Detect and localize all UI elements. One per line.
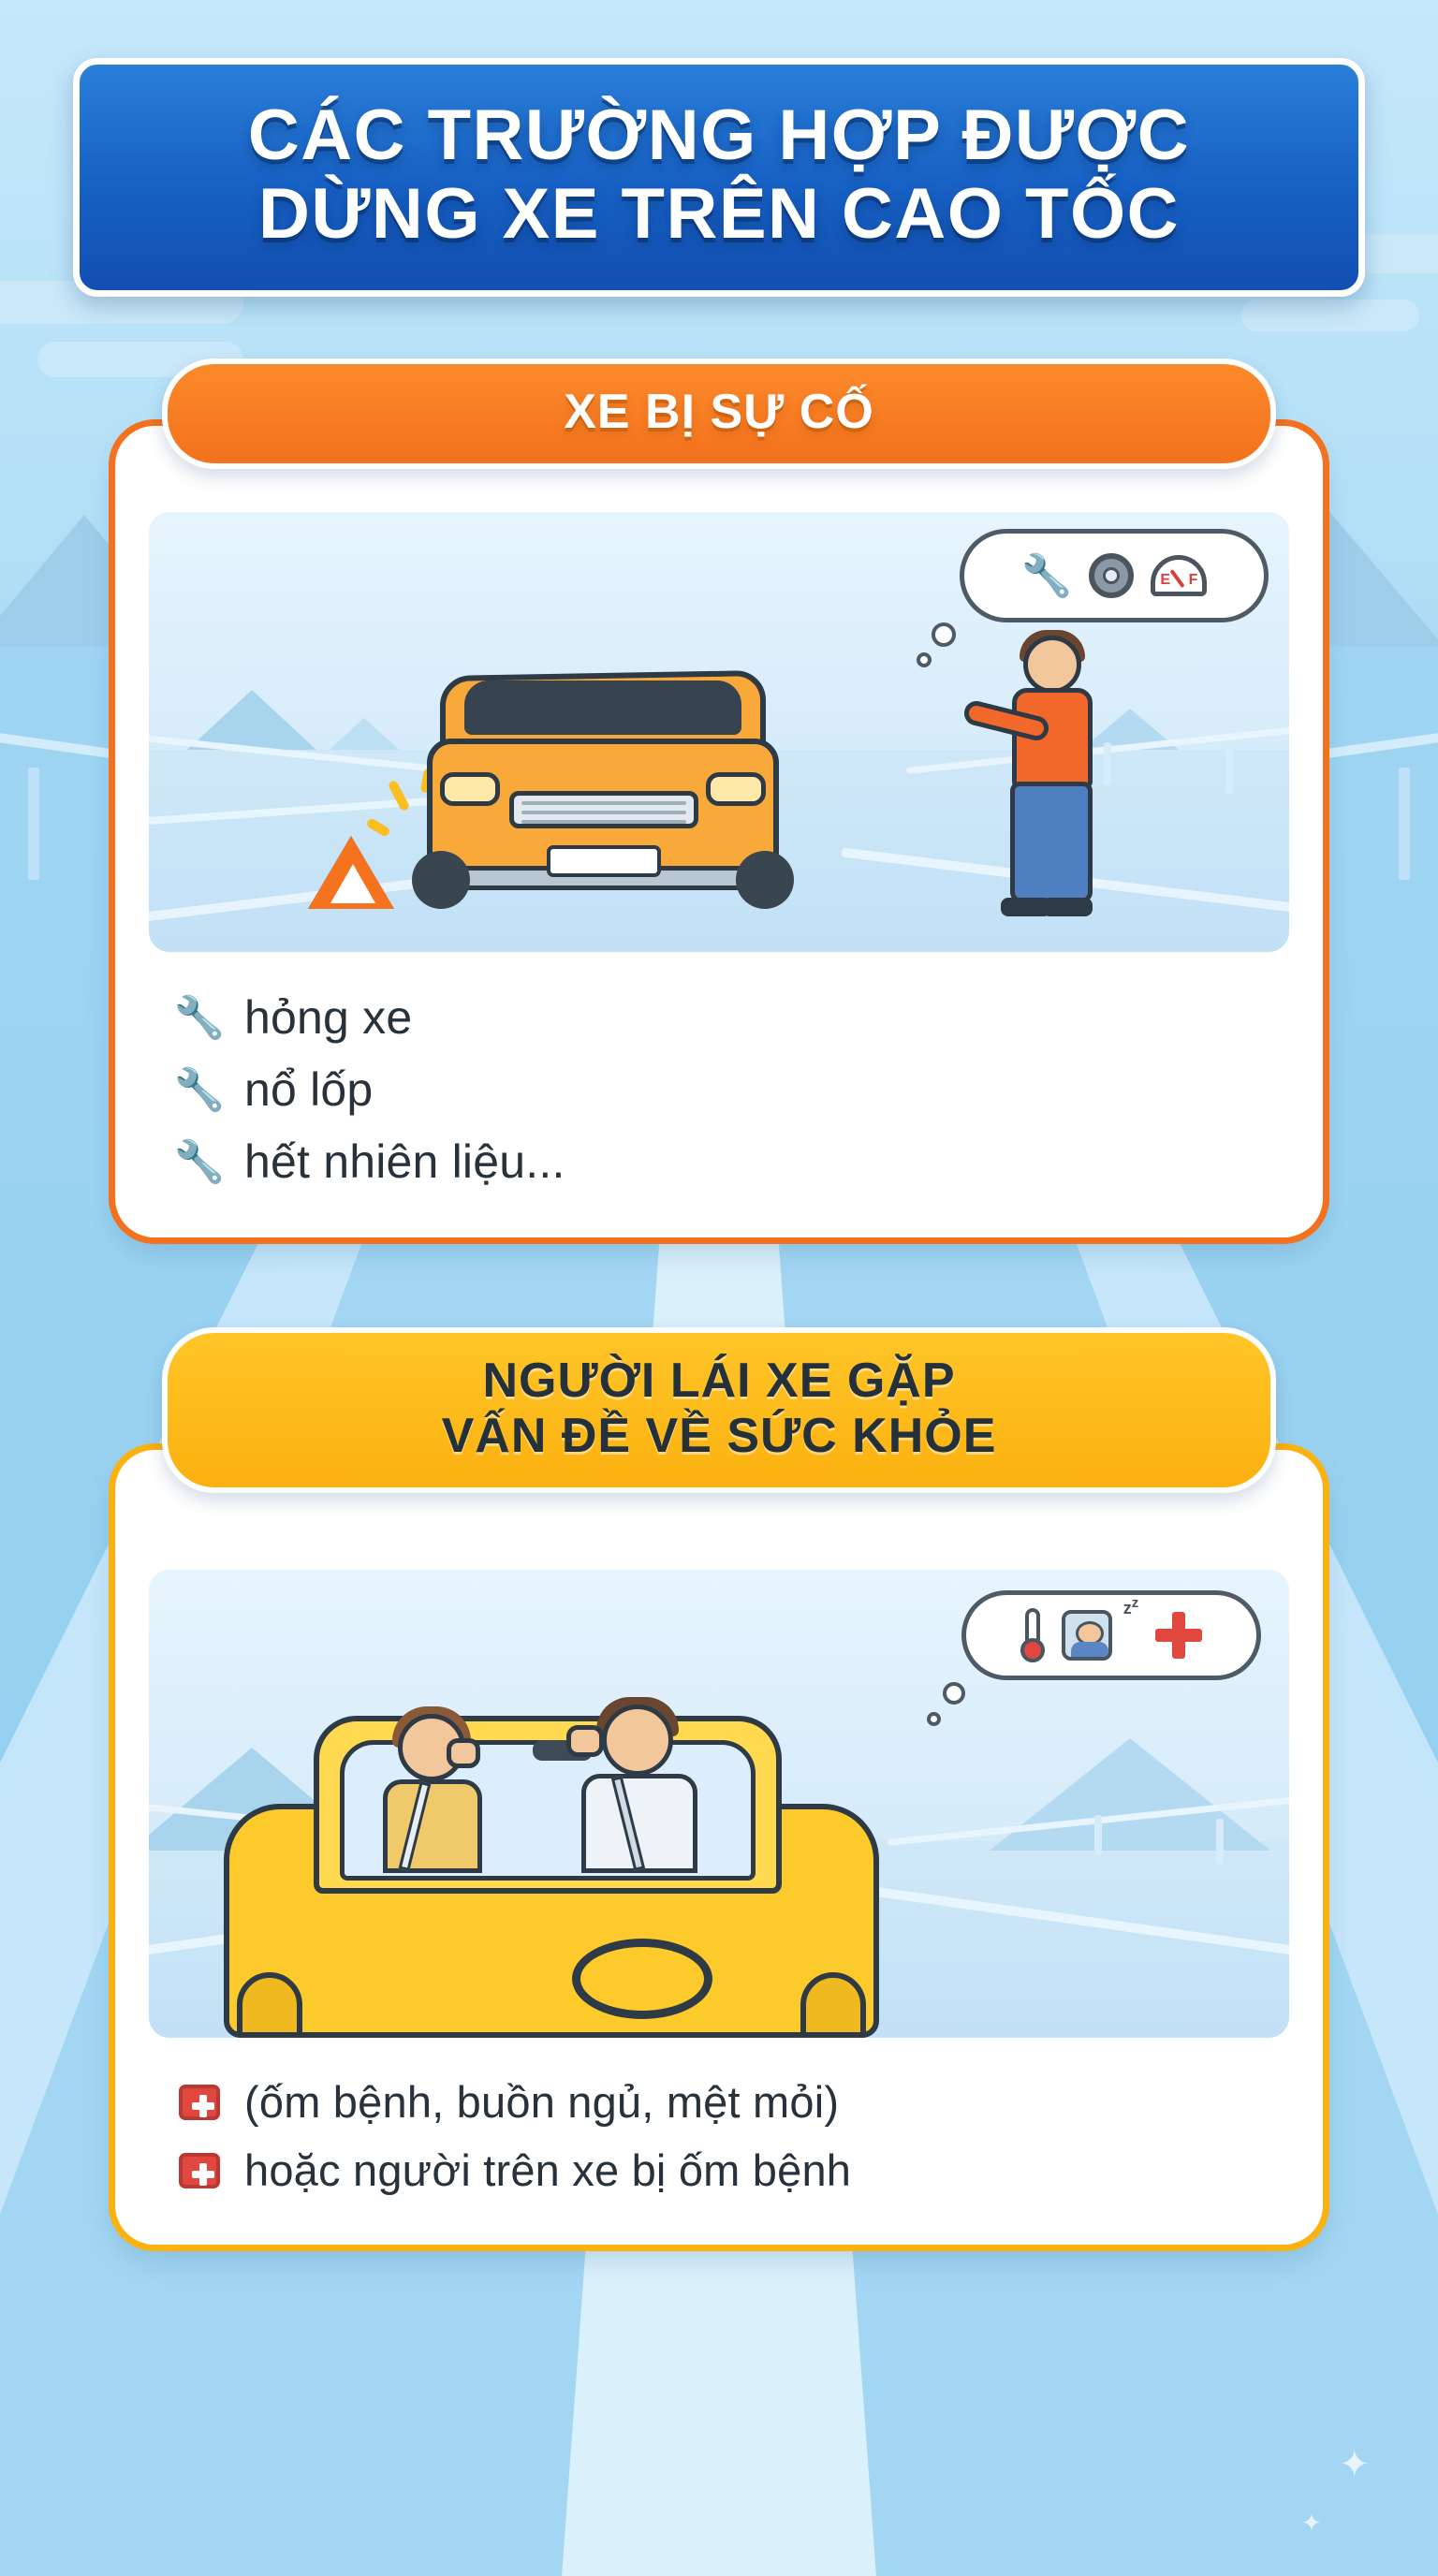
gauge-needle: [1170, 569, 1185, 588]
wrench-icon: 🔧: [173, 994, 226, 1041]
first-aid-kit-icon: [175, 2153, 224, 2188]
gauge-label-empty: E: [1160, 572, 1171, 589]
zzz-icon: $z^z$: [1123, 1594, 1139, 1617]
sparkle-icon: ✦: [1301, 2509, 1322, 2537]
thought-bubble: [960, 529, 1269, 622]
section-2-heading-line-1: NGƯỜI LÁI XE GẶP: [482, 1354, 956, 1409]
section-2-heading-line-2: VẤN ĐỀ VỀ SỨC KHỎE: [441, 1408, 997, 1463]
list-item: [175, 1061, 1272, 1119]
mountain-icon: [990, 1738, 1270, 1851]
license-plate: [547, 845, 661, 877]
driver-person: [561, 1705, 720, 1873]
car-grille: [509, 791, 698, 828]
person-torso: [383, 1779, 482, 1873]
tire-icon: [1089, 553, 1134, 598]
page-title-banner: [73, 58, 1365, 297]
list-item: [175, 1134, 1272, 1191]
sparkle-icon: ✦: [1339, 2444, 1371, 2485]
person-head: [1023, 636, 1081, 694]
sleepy-person-icon: [1062, 1610, 1112, 1661]
car-wheel-left: [412, 851, 470, 909]
person-torso: [1012, 688, 1093, 789]
wrench-icon: 🔧: [1020, 553, 1073, 600]
thought-bubble-dot: [943, 1682, 965, 1705]
list-item: [175, 2075, 1272, 2129]
list-item-label: nổ lốp: [244, 1063, 374, 1117]
steering-wheel: [572, 1939, 712, 2019]
list-item-label: hỏng xe: [244, 991, 413, 1045]
guardrail-post: [1225, 746, 1233, 795]
section-vehicle-breakdown: [115, 359, 1323, 1237]
car-headlight-left: [440, 772, 500, 806]
list-item: [175, 2144, 1272, 2197]
warning-triangle-inner: [330, 864, 375, 903]
guardrail-post: [1216, 1819, 1224, 1864]
person-hand: [447, 1738, 480, 1768]
red-cross-icon: [1155, 1612, 1202, 1659]
thermometer-icon: [1020, 1608, 1045, 1662]
guardrail-post: [1094, 1815, 1102, 1854]
list-item-label: (ốm bệnh, buồn ngủ, mệt mỏi): [244, 2076, 840, 2127]
passenger-person: [364, 1714, 505, 1873]
section-driver-health: [115, 1327, 1323, 2244]
car-front-view: [406, 637, 800, 918]
sick-driver-illustration: [149, 1570, 1289, 2038]
mechanic-person: [984, 630, 1124, 911]
section-1-heading-pill: [162, 359, 1276, 469]
section-1-heading-text: XE BỊ SỰ CỐ: [564, 385, 874, 440]
list-item-label: hoặc người trên xe bị ốm bệnh: [244, 2145, 852, 2196]
person-legs: [1010, 782, 1093, 903]
first-aid-kit-icon: [175, 2085, 224, 2120]
section-1-card: [115, 426, 1323, 1237]
page-title-line-2: DỪNG XE TRÊN CAO TỐC: [258, 173, 1180, 254]
section-2-card: [115, 1450, 1323, 2245]
wrench-icon: 🔧: [173, 1138, 226, 1185]
car-wheel-right: [736, 851, 794, 909]
wrench-icon: 🔧: [173, 1066, 226, 1113]
fuel-gauge-icon: [1151, 555, 1207, 596]
car-interior-view: [224, 1635, 879, 2038]
person-hand: [566, 1725, 604, 1757]
section-1-bullet-list: [149, 989, 1289, 1196]
section-2-bullet-list: [149, 2075, 1289, 2203]
car-wheel-arch-left: [237, 1972, 302, 2038]
car-windshield: [464, 681, 741, 735]
gauge-label-full: F: [1188, 572, 1198, 589]
page-title-line-1: CÁC TRƯỜNG HỢP ĐƯỢC: [247, 95, 1191, 175]
list-item-label: hết nhiên liệu...: [244, 1135, 565, 1189]
broken-down-car-illustration: [149, 512, 1289, 952]
person-head: [602, 1705, 673, 1776]
section-2-heading-pill: [162, 1327, 1276, 1492]
car-headlight-right: [706, 772, 766, 806]
list-item: [175, 989, 1272, 1046]
person-shoe: [1042, 898, 1093, 916]
thought-bubble: [961, 1590, 1261, 1680]
car-wheel-arch-right: [800, 1972, 866, 2038]
thought-bubble-dot: [927, 1712, 941, 1726]
